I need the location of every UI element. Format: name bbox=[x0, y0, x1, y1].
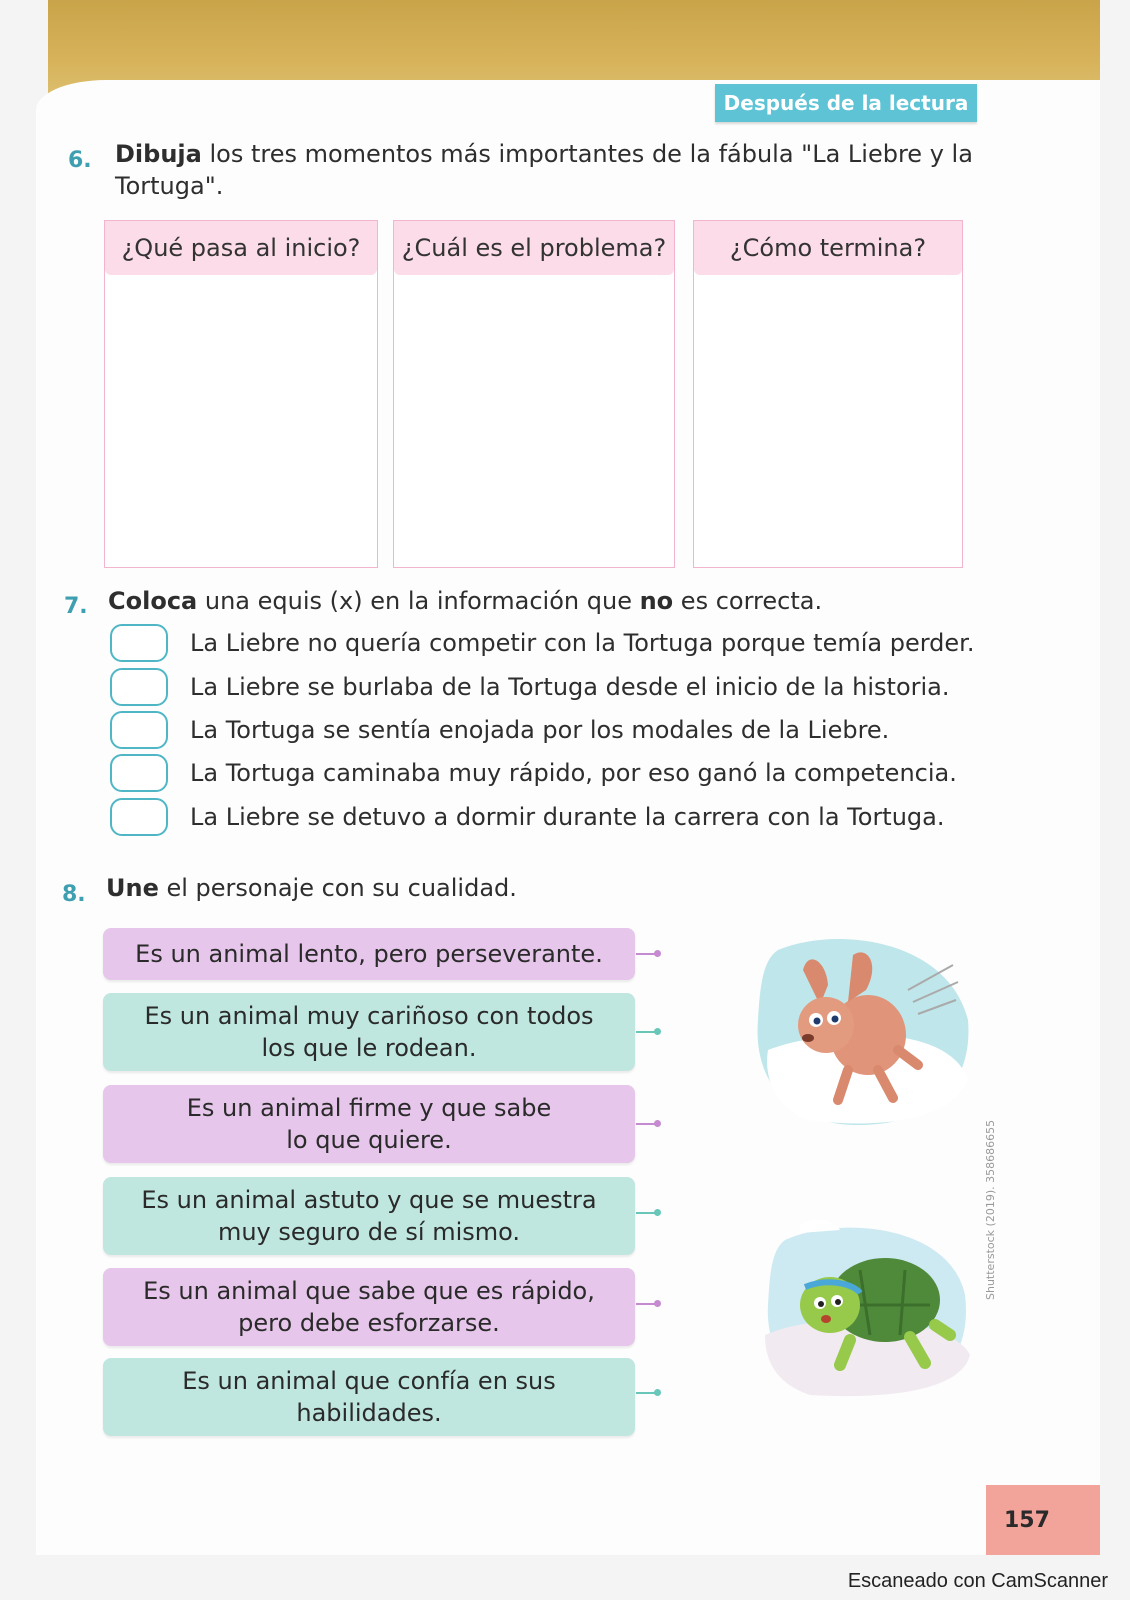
connector-dot[interactable] bbox=[636, 1392, 658, 1394]
connector-dot[interactable] bbox=[636, 1031, 658, 1033]
option-checkbox[interactable] bbox=[110, 798, 168, 836]
trait-line: Es un animal firme y que sabe bbox=[186, 1094, 552, 1122]
scanner-watermark: Escaneado con CamScanner bbox=[847, 1570, 1108, 1592]
trait-line: Es un animal lento, pero perseverante. bbox=[135, 940, 603, 968]
drawing-box-problem-title: ¿Cuál es el problema? bbox=[394, 221, 674, 275]
option-row bbox=[110, 623, 974, 663]
question-8-instruction: el personaje con su cualidad. bbox=[158, 874, 517, 902]
trait-card[interactable] bbox=[103, 928, 635, 980]
option-row bbox=[110, 753, 957, 793]
trait-line: Es un animal muy cariñoso con todos bbox=[144, 1002, 594, 1030]
trait-line: muy seguro de sí mismo. bbox=[217, 1218, 521, 1246]
drawing-box-ending-title: ¿Cómo termina? bbox=[694, 221, 962, 275]
drawing-box-ending[interactable] bbox=[693, 220, 963, 568]
hare-illustration[interactable] bbox=[748, 930, 973, 1130]
connector-dot[interactable] bbox=[636, 953, 658, 955]
drawing-box-problem[interactable] bbox=[393, 220, 675, 568]
option-row bbox=[110, 710, 889, 750]
question-6-text bbox=[115, 138, 975, 202]
question-6-line2: Tortuga". bbox=[115, 172, 224, 200]
trait-line: pero debe esforzarse. bbox=[238, 1309, 500, 1337]
connector-dot[interactable] bbox=[636, 1303, 658, 1305]
tortoise-illustration[interactable] bbox=[760, 1215, 975, 1400]
option-checkbox[interactable] bbox=[110, 754, 168, 792]
option-checkbox[interactable] bbox=[110, 668, 168, 706]
question-8-text bbox=[106, 872, 806, 904]
trait-line: Es un animal astuto y que se muestra bbox=[141, 1186, 597, 1214]
option-label: La Tortuga caminaba muy rápido, por eso ganó la competencia. bbox=[190, 759, 957, 787]
trait-card[interactable] bbox=[103, 993, 635, 1071]
question-7-verb: Coloca bbox=[108, 587, 198, 615]
drawing-box-start-title: ¿Qué pasa al inicio? bbox=[105, 221, 377, 275]
question-7-number: 7. bbox=[64, 594, 88, 619]
option-checkbox[interactable] bbox=[110, 624, 168, 662]
trait-line: lo que quiere. bbox=[286, 1126, 452, 1154]
trait-card[interactable] bbox=[103, 1085, 635, 1163]
question-7-text bbox=[108, 585, 968, 617]
option-row bbox=[110, 667, 950, 707]
image-credit: Shutterstock (2019). 358686655 bbox=[984, 1119, 997, 1300]
trait-card[interactable] bbox=[103, 1177, 635, 1255]
question-8-number: 8. bbox=[62, 882, 86, 907]
option-row bbox=[110, 797, 945, 837]
question-6-verb: Dibuja bbox=[115, 140, 202, 168]
option-label: La Tortuga se sentía enojada por los modales de la Liebre. bbox=[190, 716, 890, 744]
page-number: 157 bbox=[986, 1485, 1100, 1555]
trait-line: los que le rodean. bbox=[261, 1034, 477, 1062]
option-label: La Liebre no quería competir con la Tortuga porque temía perder. bbox=[190, 629, 975, 657]
trait-card[interactable] bbox=[103, 1268, 635, 1346]
question-7-text-a: una equis (x) en la información que bbox=[197, 587, 640, 615]
question-7-text-b: es correcta. bbox=[673, 587, 823, 615]
question-6-line1: los tres momentos más importantes de la fábula "La Liebre y la bbox=[201, 140, 973, 168]
option-label: La Liebre se burlaba de la Tortuga desde el inicio de la historia. bbox=[190, 673, 950, 701]
connector-dot[interactable] bbox=[636, 1123, 658, 1125]
section-tab: Después de la lectura bbox=[715, 84, 977, 122]
question-8-verb: Une bbox=[106, 874, 159, 902]
question-6-number: 6. bbox=[68, 148, 92, 173]
trait-line: habilidades. bbox=[296, 1399, 442, 1427]
drawing-box-start[interactable] bbox=[104, 220, 378, 568]
trait-line: Es un animal que sabe que es rápido, bbox=[143, 1277, 595, 1305]
trait-line: Es un animal que confía en sus bbox=[182, 1367, 556, 1395]
question-7-text-bold: no bbox=[639, 587, 674, 615]
option-checkbox[interactable] bbox=[110, 711, 168, 749]
trait-card[interactable] bbox=[103, 1358, 635, 1436]
connector-dot[interactable] bbox=[636, 1212, 658, 1214]
option-label: La Liebre se detuvo a dormir durante la carrera con la Tortuga. bbox=[190, 803, 945, 831]
